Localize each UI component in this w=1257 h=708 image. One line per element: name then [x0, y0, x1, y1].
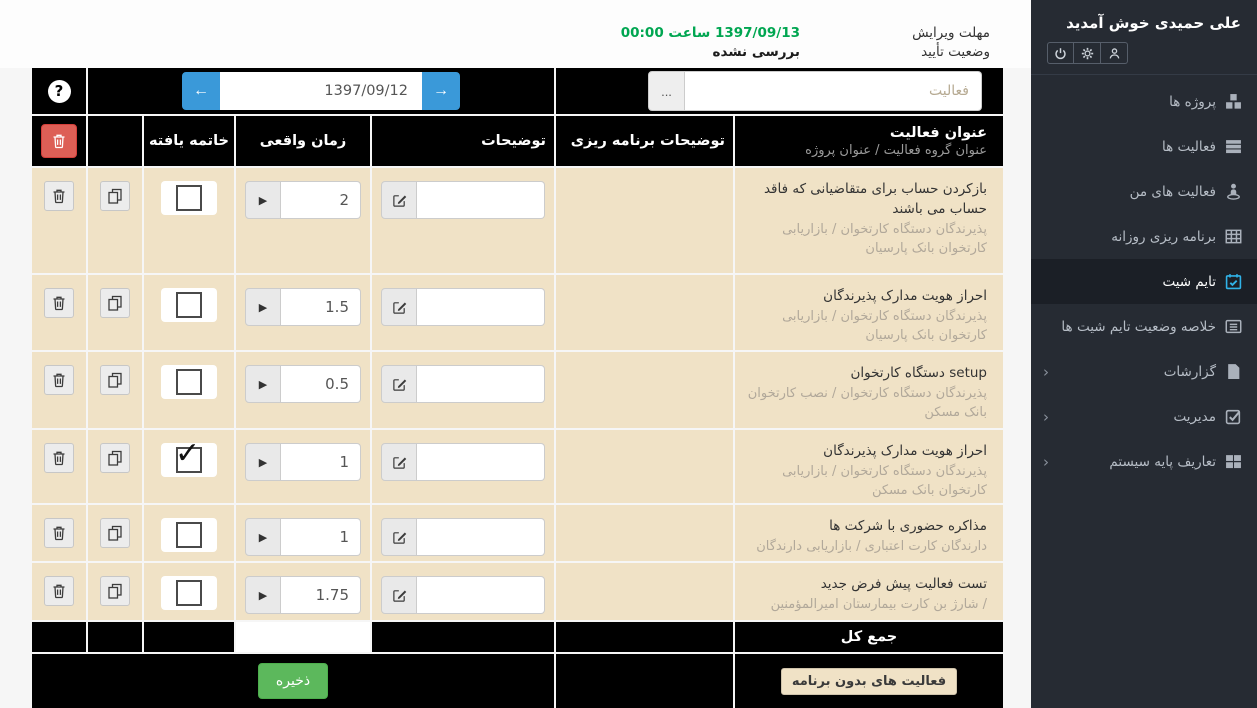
copy-icon[interactable] [100, 518, 130, 548]
sidebar-item-label: خلاصه وضعیت تایم شیت ها [1061, 318, 1216, 335]
planning-desc-header: توضیحات برنامه ریزی [570, 133, 725, 149]
sidebar-item-reports[interactable] [1031, 349, 1257, 394]
trash-icon[interactable] [44, 443, 74, 473]
trash-icon[interactable] [44, 181, 74, 211]
activity-subtitle-header: عنوان گروه فعالیت / عنوان پروژه [805, 142, 987, 158]
description-input[interactable] [417, 518, 545, 556]
finished-cell [144, 430, 234, 503]
activity-browse-button[interactable]: ... [648, 71, 685, 111]
empty-cell [144, 622, 234, 652]
finished-cell [144, 168, 234, 273]
actual-time-header: زمان واقعی [259, 133, 347, 149]
activity-picker [648, 71, 982, 111]
planning-desc-cell [556, 352, 733, 428]
col-header-planning-desc [556, 116, 733, 166]
table-row [32, 505, 1003, 561]
planning-desc-cell [556, 563, 733, 620]
activity-title: بازکردن حساب برای متقاضیانی که فاقد حساب می باشند [763, 181, 987, 217]
sidebar-menu [1031, 75, 1257, 484]
sidebar-item-activities[interactable] [1031, 124, 1257, 169]
edit-icon[interactable] [381, 288, 417, 326]
table-row [32, 352, 1003, 428]
activity-cell [735, 505, 1003, 561]
sidebar-item-daily-planning[interactable] [1031, 214, 1257, 259]
col-header-finished [144, 116, 234, 166]
activity-title: احراز هویت مدارک پذیرندگان [823, 288, 987, 304]
activity-cell [735, 168, 1003, 273]
activity-title: مذاکره حضوری با شرکت ها [829, 518, 987, 534]
sidebar [1031, 0, 1257, 708]
save-button[interactable]: ذخیره [258, 663, 328, 699]
finished-cell [144, 352, 234, 428]
approval-status-line [0, 43, 990, 62]
planning-desc-cell [556, 168, 733, 273]
edit-deadline-value: 1397/09/13 ساعت 00:00 [620, 25, 800, 41]
copy-icon[interactable] [100, 181, 130, 211]
checkbox-square [176, 580, 202, 606]
trash-icon[interactable] [44, 365, 74, 395]
planning-desc-cell [556, 505, 733, 561]
check-mark-icon: ✓ [175, 436, 201, 471]
power-icon[interactable] [1047, 42, 1074, 64]
desc-cell [372, 505, 554, 561]
unplanned-cell [735, 654, 1003, 708]
gear-icon[interactable] [1074, 42, 1101, 64]
copy-icon[interactable] [100, 288, 130, 318]
activity-subtitle: پذیرندگان دستگاه کارتخوان / بازاریابی کارتخوان بانک پارسیان [782, 222, 987, 256]
copy-cell [88, 430, 142, 503]
play-icon[interactable]: ▶ [245, 288, 281, 326]
activity-subtitle: / شارژ بن کارت بیمارستان امیرالمؤمنین [770, 597, 987, 612]
date-nav-cell [88, 68, 554, 114]
checkbox-square [176, 522, 202, 548]
sidebar-item-timesheet[interactable] [1031, 259, 1257, 304]
edit-icon[interactable] [381, 518, 417, 556]
col-header-activity-title [735, 116, 1003, 166]
chevron-left-icon: ‹ [1043, 362, 1049, 381]
activity-title: setup دستگاه کارتخوان [850, 365, 987, 381]
planning-desc-cell [556, 430, 733, 503]
actual-time-input[interactable] [281, 576, 361, 614]
finished-checkbox[interactable] [161, 288, 217, 322]
sidebar-item-label: فعالیت ها [1161, 138, 1216, 155]
delete-cell [32, 430, 86, 503]
play-icon[interactable]: ▶ [245, 576, 281, 614]
finished-checkbox[interactable] [161, 365, 217, 399]
calendar-check-icon [1225, 273, 1242, 290]
approval-status-label: وضعیت تأیید [921, 44, 990, 60]
activity-cell [735, 275, 1003, 350]
description-input[interactable] [417, 288, 545, 326]
edit-icon[interactable] [381, 576, 417, 614]
table-row [32, 430, 1003, 503]
col-header-actual-time [236, 116, 370, 166]
delete-cell [32, 505, 86, 561]
activity-subtitle: دارندگان کارت اعتباری / بازاریابی دارندگان [756, 539, 987, 554]
edit-icon[interactable] [381, 365, 417, 403]
desc-cell [372, 563, 554, 620]
sidebar-item-projects[interactable] [1031, 79, 1257, 124]
copy-cell [88, 563, 142, 620]
sidebar-item-label: مدیریت [1173, 408, 1216, 425]
desc-cell [372, 430, 554, 503]
planning-desc-cell [556, 275, 733, 350]
checkbox-square [176, 369, 202, 395]
activity-picker-cell [556, 68, 1003, 114]
timesheet-table [32, 68, 1003, 708]
sidebar-item-label: تعاریف پایه سیستم [1109, 453, 1216, 470]
page-header [0, 0, 1031, 68]
list-alt-icon [1225, 318, 1242, 335]
help-icon[interactable]: ? [48, 80, 71, 103]
activity-subtitle: پذیرندگان دستگاه کارتخوان / بازاریابی کارتخوان بانک مسکن [782, 464, 987, 498]
tasks-icon [1225, 138, 1242, 155]
empty-cell [556, 654, 733, 708]
desc-cell [372, 168, 554, 273]
table-icon [1225, 228, 1242, 245]
delete-all-button[interactable] [41, 124, 77, 158]
sidebar-item-my-activities[interactable] [1031, 169, 1257, 214]
actual-time-input[interactable] [281, 443, 361, 481]
user-welcome-text: علی حمیدی خوش آمدید [1066, 14, 1241, 32]
user-icon[interactable] [1101, 42, 1128, 64]
activity-title: احراز هویت مدارک پذیرندگان [823, 443, 987, 459]
edit-deadline-label: مهلت ویرایش [912, 25, 990, 41]
copy-cell [88, 505, 142, 561]
finished-checkbox[interactable] [161, 576, 217, 610]
chevron-left-icon: ‹ [1043, 452, 1049, 471]
desc-header: توضیحات [481, 133, 546, 149]
col-header-desc [372, 116, 554, 166]
chevron-left-icon: ‹ [1043, 407, 1049, 426]
actual-time-input[interactable] [281, 518, 361, 556]
activity-cell [735, 352, 1003, 428]
prev-day-button[interactable]: ← [182, 72, 220, 110]
sidebar-item-timesheet-summary[interactable] [1031, 304, 1257, 349]
actual-time-input[interactable] [281, 181, 361, 219]
empty-cell [32, 622, 86, 652]
checkbox-square [176, 185, 202, 211]
description-input[interactable] [417, 365, 545, 403]
date-navigator [182, 72, 460, 110]
trash-icon[interactable] [44, 288, 74, 318]
time-cell [236, 275, 370, 350]
time-cell [236, 430, 370, 503]
desc-cell [372, 275, 554, 350]
activity-search-input[interactable] [685, 71, 982, 111]
approval-status-value: بررسی نشده [712, 44, 800, 60]
street-view-icon [1225, 183, 1242, 200]
user-actions [1047, 42, 1241, 64]
finished-cell [144, 275, 234, 350]
sidebar-item-label: برنامه ریزی روزانه [1111, 228, 1216, 245]
col-header-delete [32, 116, 86, 166]
table-row [32, 168, 1003, 273]
play-icon[interactable]: ▶ [245, 365, 281, 403]
toolbar-row [32, 68, 1003, 114]
copy-cell [88, 275, 142, 350]
play-icon[interactable]: ▶ [245, 443, 281, 481]
finished-cell [144, 563, 234, 620]
th-large-icon [1225, 453, 1242, 470]
empty-cell [372, 622, 554, 652]
finished-checkbox[interactable] [161, 436, 217, 477]
unplanned-activities-button[interactable]: فعالیت های بدون برنامه [781, 668, 957, 695]
play-icon[interactable]: ▶ [245, 181, 281, 219]
checkbox-square [176, 292, 202, 318]
edit-icon[interactable] [381, 443, 417, 481]
actual-time-input[interactable] [281, 288, 361, 326]
total-row [32, 622, 1003, 652]
date-input[interactable] [220, 72, 422, 110]
activity-cell [735, 430, 1003, 503]
delete-cell [32, 275, 86, 350]
total-value-cell: 7.75 [236, 622, 370, 652]
activity-title-header: عنوان فعالیت [889, 124, 987, 141]
table-header-row [32, 116, 1003, 166]
trash-icon[interactable] [44, 576, 74, 606]
description-input[interactable] [417, 181, 545, 219]
copy-icon[interactable] [100, 365, 130, 395]
delete-cell [32, 352, 86, 428]
time-cell [236, 563, 370, 620]
desc-cell [372, 352, 554, 428]
activity-cell [735, 563, 1003, 620]
actual-time-input[interactable] [281, 365, 361, 403]
activity-subtitle: پذیرندگان دستگاه کارتخوان / بازاریابی کارتخوان بانک پارسیان [782, 309, 987, 343]
activity-subtitle: پذیرندگان دستگاه کارتخوان / نصب کارتخوان بانک مسکن [747, 386, 987, 420]
time-cell [236, 168, 370, 273]
sidebar-item-management[interactable] [1031, 394, 1257, 439]
finished-header: خاتمه یافته [149, 133, 229, 149]
total-label-cell: جمع کل [735, 622, 1003, 652]
copy-cell [88, 352, 142, 428]
cubes-icon [1225, 93, 1242, 110]
col-header-copy [88, 116, 142, 166]
sidebar-item-label: تایم شیت [1162, 273, 1216, 290]
user-block [1031, 0, 1257, 75]
help-cell [32, 68, 86, 114]
copy-icon[interactable] [100, 576, 130, 606]
table-row [32, 275, 1003, 350]
save-cell [32, 654, 554, 708]
empty-cell [88, 622, 142, 652]
edit-deadline-line [0, 24, 990, 43]
play-icon[interactable]: ▶ [245, 518, 281, 556]
next-day-button[interactable]: → [422, 72, 460, 110]
sidebar-item-label: پروژه ها [1169, 93, 1216, 110]
finished-cell [144, 505, 234, 561]
edit-icon[interactable] [381, 181, 417, 219]
delete-cell [32, 168, 86, 273]
sidebar-item-label: گزارشات [1163, 363, 1216, 380]
check-square-icon [1225, 408, 1242, 425]
copy-cell [88, 168, 142, 273]
actions-row [32, 654, 1003, 708]
file-icon [1225, 363, 1242, 380]
sidebar-item-system-definitions[interactable] [1031, 439, 1257, 484]
copy-icon[interactable] [100, 443, 130, 473]
description-input[interactable] [417, 576, 545, 614]
empty-cell [556, 622, 733, 652]
table-row [32, 563, 1003, 620]
delete-cell [32, 563, 86, 620]
activity-title: تست فعالیت پیش فرض جدید [820, 576, 987, 592]
finished-checkbox[interactable] [161, 518, 217, 552]
time-cell [236, 352, 370, 428]
time-cell [236, 505, 370, 561]
finished-checkbox[interactable] [161, 181, 217, 215]
description-input[interactable] [417, 443, 545, 481]
trash-icon[interactable] [44, 518, 74, 548]
sidebar-item-label: فعالیت های من [1129, 183, 1216, 200]
